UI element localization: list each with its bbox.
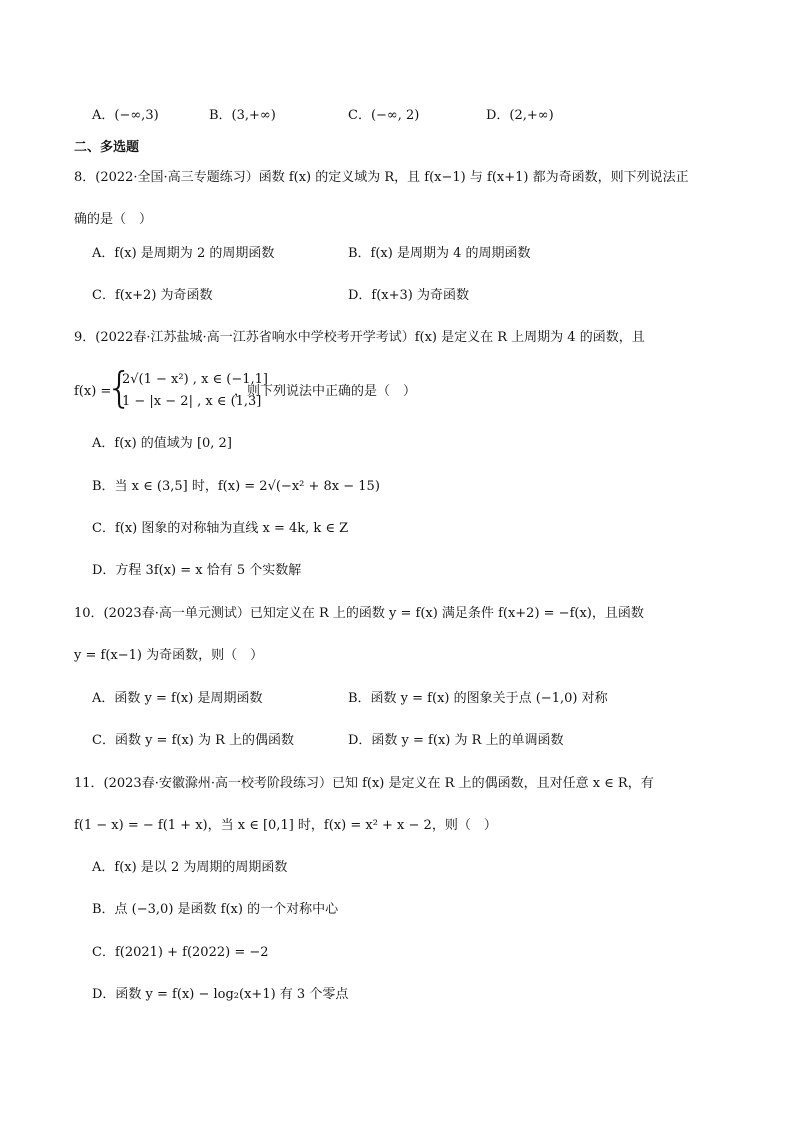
q9-brace: {: [106, 363, 133, 412]
q11-option-a[interactable]: A．f(x) 是以 2 为周期的周期函数: [92, 860, 288, 875]
q8-option-c[interactable]: C．f(x+2) 为奇函数: [92, 288, 213, 303]
q8-stem-line1: 8．(2022·全国·高三专题练习）函数 f(x) 的定义域为 R，且 f(x−1) 与 f(x+1) 都为奇函数，则下列说法正: [74, 170, 689, 185]
q10-stem-line1: 10．(2023春·高一单元测试）已知定义在 R 上的函数 y = f(x) 满足条件 f(x+2) = −f(x)，且函数: [74, 606, 644, 621]
q10-options-row1: [92, 689, 732, 709]
q9-case1: 2√(1 − x²) , x ∈ (−1,1]: [122, 372, 268, 387]
q9-func-lhs: f(x) =: [74, 384, 112, 399]
q8-option-b[interactable]: B．f(x) 是周期为 4 的周期函数: [348, 246, 531, 261]
q10-option-b[interactable]: B．函数 y = f(x) 的图象关于点 (−1,0) 对称: [348, 691, 608, 706]
q11-option-c[interactable]: C．f(2021) + f(2022) = −2: [92, 945, 269, 960]
q7-option-d[interactable]: D．(2,+∞): [486, 108, 554, 123]
q7-option-a[interactable]: A．(−∞,3): [92, 108, 159, 123]
q9-option-b[interactable]: B．当 x ∈ (3,5] 时，f(x) = 2√(−x² + 8x − 15): [92, 479, 380, 494]
q10-stem-line2: y = f(x−1) 为奇函数，则（ ）: [74, 648, 264, 663]
q8-options-row1: [92, 244, 732, 264]
q9-option-a[interactable]: A．f(x) 的值域为 [0, 2]: [92, 436, 232, 451]
q7-option-c[interactable]: C．(−∞, 2): [348, 108, 420, 123]
q9-piecewise-function: [74, 363, 417, 414]
q10-option-d[interactable]: D．函数 y = f(x) 为 R 上的单调函数: [348, 733, 564, 748]
q10-options-row2: [92, 731, 732, 751]
q11-option-b[interactable]: B．点 (−3,0) 是函数 f(x) 的一个对称中心: [92, 902, 339, 917]
q8-option-a[interactable]: A．f(x) 是周期为 2 的周期函数: [92, 246, 275, 261]
q9-stem-line1: 9．(2022春·江苏盐城·高一江苏省响水中学校考开学考试）f(x) 是定义在 R 上周期为 4 的函数，且: [74, 330, 645, 345]
q8-option-d[interactable]: D．f(x+3) 为奇函数: [348, 288, 470, 303]
q11-stem-line1: 11．(2023春·安徽滁州·高一校考阶段练习）已知 f(x) 是定义在 R 上的偶函数，且对任意 x ∈ R，有: [74, 776, 654, 791]
q9-case2: 1 − |x − 2| , x ∈ (1,3]: [122, 394, 262, 409]
section-heading: 二、多选题: [74, 140, 140, 155]
q7-options: [92, 106, 612, 126]
q11-stem-line2: f(1 − x) = − f(1 + x)，当 x ∈ [0,1] 时，f(x) = x² + x − 2，则（ ）: [74, 818, 497, 833]
q9-stem-tail: ，则下列说法中正确的是（ ）: [234, 384, 417, 399]
q9-option-d[interactable]: D．方程 3f(x) = x 恰有 5 个实数解: [92, 563, 302, 578]
q9-option-c[interactable]: C．f(x) 图象的对称轴为直线 x = 4k, k ∈ Z: [92, 521, 349, 536]
q10-option-c[interactable]: C．函数 y = f(x) 为 R 上的偶函数: [92, 733, 295, 748]
q8-options-row2: [92, 286, 732, 306]
q8-stem-line2: 确的是（ ）: [74, 212, 153, 227]
q7-option-b[interactable]: B．(3,+∞): [209, 108, 276, 123]
q10-option-a[interactable]: A．函数 y = f(x) 是周期函数: [92, 691, 263, 706]
q11-option-d[interactable]: D．函数 y = f(x) − log₂(x+1) 有 3 个零点: [92, 987, 349, 1002]
